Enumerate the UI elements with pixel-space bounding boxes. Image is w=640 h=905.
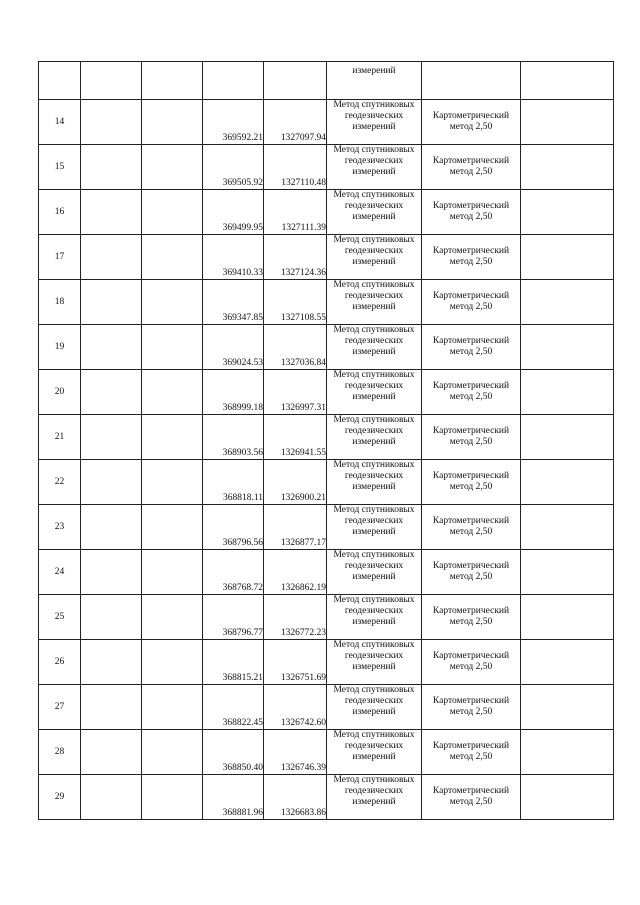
empty-cell xyxy=(142,235,203,280)
method-text-line: Метод спутниковых xyxy=(333,460,415,470)
empty-cell xyxy=(521,145,614,190)
empty-cell xyxy=(521,235,614,280)
y-coordinate-cell xyxy=(264,62,327,100)
accuracy-text-line: метод 2,50 xyxy=(449,122,493,132)
x-coordinate-cell: 369505.92 xyxy=(203,145,264,190)
method-text-line: геодезических xyxy=(344,156,404,166)
table-row xyxy=(39,640,614,685)
method-cell xyxy=(327,640,422,685)
accuracy-cell xyxy=(422,100,521,145)
table-row xyxy=(39,280,614,325)
x-coordinate-cell: 368768.72 xyxy=(203,550,264,595)
accuracy-text-line: Картометрический xyxy=(432,651,510,661)
method-text-line: Метод спутниковых xyxy=(333,685,415,695)
accuracy-text-line: Картометрический xyxy=(432,606,510,616)
method-text-line: измерений xyxy=(352,212,396,222)
method-cell xyxy=(327,325,422,370)
accuracy-text-line: Картометрический xyxy=(432,156,510,166)
method-cell xyxy=(327,62,422,100)
empty-cell xyxy=(142,460,203,505)
x-coordinate-cell: 368903.56 xyxy=(203,415,264,460)
empty-cell xyxy=(142,640,203,685)
accuracy-text-line: Картометрический xyxy=(432,426,510,436)
method-text-line: измерений xyxy=(352,122,396,132)
method-text-line: геодезических xyxy=(344,381,404,391)
accuracy-text-line: Картометрический xyxy=(432,786,510,796)
accuracy-text-line: Картометрический xyxy=(432,471,510,481)
y-coordinate-cell: 1327097.94 xyxy=(264,100,327,145)
point-number-cell: 28 xyxy=(39,730,81,775)
method-cell xyxy=(327,235,422,280)
empty-cell xyxy=(142,730,203,775)
empty-cell xyxy=(81,460,142,505)
empty-cell xyxy=(142,145,203,190)
y-coordinate-cell: 1327108.55 xyxy=(264,280,327,325)
table-row xyxy=(39,460,614,505)
empty-cell xyxy=(81,325,142,370)
accuracy-text-line: метод 2,50 xyxy=(449,527,493,537)
empty-cell xyxy=(81,775,142,820)
accuracy-text-line: метод 2,50 xyxy=(449,392,493,402)
x-coordinate-cell: 368818.11 xyxy=(203,460,264,505)
empty-cell xyxy=(142,370,203,415)
empty-cell xyxy=(521,775,614,820)
empty-cell xyxy=(81,235,142,280)
table-row xyxy=(39,775,614,820)
empty-cell xyxy=(521,190,614,235)
empty-cell xyxy=(521,640,614,685)
method-text-line: геодезических xyxy=(344,561,404,571)
point-number-cell: 23 xyxy=(39,505,81,550)
accuracy-text-line: метод 2,50 xyxy=(449,482,493,492)
empty-cell xyxy=(142,550,203,595)
accuracy-text-line: Картометрический xyxy=(432,201,510,211)
method-text-line: геодезических xyxy=(344,246,404,256)
point-number-cell: 24 xyxy=(39,550,81,595)
accuracy-text-line: Картометрический xyxy=(432,111,510,121)
method-text-line: измерений xyxy=(352,482,396,492)
empty-cell xyxy=(81,595,142,640)
empty-cell xyxy=(521,325,614,370)
method-text-line: Метод спутниковых xyxy=(333,550,415,560)
method-text-line: измерений xyxy=(352,257,396,267)
table-row xyxy=(39,730,614,775)
method-text-line: Метод спутниковых xyxy=(333,730,415,740)
x-coordinate-cell: 368822.45 xyxy=(203,685,264,730)
y-coordinate-cell: 1327110.48 xyxy=(264,145,327,190)
y-coordinate-cell: 1326877.17 xyxy=(264,505,327,550)
empty-cell xyxy=(521,100,614,145)
x-coordinate-cell: 369410.33 xyxy=(203,235,264,280)
point-number-cell: 21 xyxy=(39,415,81,460)
accuracy-cell xyxy=(422,62,521,100)
point-number-cell: 15 xyxy=(39,145,81,190)
method-cell xyxy=(327,370,422,415)
method-text-line: геодезических xyxy=(344,741,404,751)
accuracy-text-line: Картометрический xyxy=(432,291,510,301)
accuracy-text-line: метод 2,50 xyxy=(449,662,493,672)
empty-cell xyxy=(521,280,614,325)
point-number-cell: 18 xyxy=(39,280,81,325)
method-text-line: измерений xyxy=(352,797,396,807)
y-coordinate-cell: 1326742.60 xyxy=(264,685,327,730)
empty-cell xyxy=(521,62,614,100)
point-number-cell: 19 xyxy=(39,325,81,370)
method-text-line: Метод спутниковых xyxy=(333,505,415,515)
method-cell xyxy=(327,280,422,325)
method-text-line: геодезических xyxy=(344,696,404,706)
x-coordinate-cell: 368881.96 xyxy=(203,775,264,820)
method-text-line: геодезических xyxy=(344,201,404,211)
accuracy-text-line: метод 2,50 xyxy=(449,347,493,357)
empty-cell xyxy=(521,685,614,730)
table-row xyxy=(39,145,614,190)
empty-cell xyxy=(142,775,203,820)
point-number-cell xyxy=(39,62,81,100)
accuracy-cell xyxy=(422,325,521,370)
empty-cell xyxy=(81,685,142,730)
y-coordinate-cell: 1327124.36 xyxy=(264,235,327,280)
method-cell xyxy=(327,730,422,775)
method-text-line: измерений xyxy=(352,66,396,76)
empty-cell xyxy=(142,62,203,100)
method-cell xyxy=(327,460,422,505)
empty-cell xyxy=(81,505,142,550)
table-row xyxy=(39,190,614,235)
empty-cell xyxy=(142,505,203,550)
x-coordinate-cell: 369592.21 xyxy=(203,100,264,145)
accuracy-cell xyxy=(422,460,521,505)
empty-cell xyxy=(81,145,142,190)
accuracy-cell xyxy=(422,550,521,595)
x-coordinate-cell: 369024.53 xyxy=(203,325,264,370)
accuracy-text-line: метод 2,50 xyxy=(449,572,493,582)
method-text-line: Метод спутниковых xyxy=(333,370,415,380)
accuracy-cell xyxy=(422,595,521,640)
accuracy-text-line: Картометрический xyxy=(432,696,510,706)
method-text-line: Метод спутниковых xyxy=(333,145,415,155)
accuracy-text-line: метод 2,50 xyxy=(449,707,493,717)
method-text-line: геодезических xyxy=(344,786,404,796)
table-row xyxy=(39,325,614,370)
table-row xyxy=(39,685,614,730)
accuracy-text-line: метод 2,50 xyxy=(449,167,493,177)
accuracy-text-line: Картометрический xyxy=(432,561,510,571)
table-body xyxy=(39,62,614,820)
table-row xyxy=(39,370,614,415)
method-text-line: геодезических xyxy=(344,651,404,661)
method-text-line: измерений xyxy=(352,572,396,582)
accuracy-text-line: Картометрический xyxy=(432,246,510,256)
empty-cell xyxy=(81,415,142,460)
accuracy-cell xyxy=(422,505,521,550)
y-coordinate-cell: 1326941.55 xyxy=(264,415,327,460)
empty-cell xyxy=(521,505,614,550)
method-text-line: измерений xyxy=(352,347,396,357)
empty-cell xyxy=(142,325,203,370)
method-cell xyxy=(327,190,422,235)
method-text-line: Метод спутниковых xyxy=(333,640,415,650)
empty-cell xyxy=(81,62,142,100)
point-number-cell: 16 xyxy=(39,190,81,235)
empty-cell xyxy=(81,550,142,595)
empty-cell xyxy=(521,460,614,505)
accuracy-text-line: Картометрический xyxy=(432,336,510,346)
method-text-line: измерений xyxy=(352,617,396,627)
method-cell xyxy=(327,505,422,550)
method-text-line: Метод спутниковых xyxy=(333,100,415,110)
y-coordinate-cell: 1326683.86 xyxy=(264,775,327,820)
method-text-line: измерений xyxy=(352,527,396,537)
accuracy-text-line: Картометрический xyxy=(432,741,510,751)
table-row xyxy=(39,595,614,640)
method-text-line: Метод спутниковых xyxy=(333,235,415,245)
x-coordinate-cell: 368999.18 xyxy=(203,370,264,415)
table-row xyxy=(39,415,614,460)
empty-cell xyxy=(142,415,203,460)
method-text-line: Метод спутниковых xyxy=(333,595,415,605)
y-coordinate-cell: 1326751.69 xyxy=(264,640,327,685)
accuracy-cell xyxy=(422,190,521,235)
y-coordinate-cell: 1326862.19 xyxy=(264,550,327,595)
table-row xyxy=(39,235,614,280)
accuracy-cell xyxy=(422,370,521,415)
accuracy-cell xyxy=(422,640,521,685)
method-text-line: геодезических xyxy=(344,336,404,346)
method-text-line: измерений xyxy=(352,167,396,177)
y-coordinate-cell: 1326997.31 xyxy=(264,370,327,415)
accuracy-text-line: метод 2,50 xyxy=(449,257,493,267)
method-cell xyxy=(327,550,422,595)
empty-cell xyxy=(81,190,142,235)
empty-cell xyxy=(142,595,203,640)
empty-cell xyxy=(142,280,203,325)
empty-cell xyxy=(81,100,142,145)
empty-cell xyxy=(521,550,614,595)
point-number-cell: 14 xyxy=(39,100,81,145)
accuracy-text-line: Картометрический xyxy=(432,381,510,391)
accuracy-text-line: метод 2,50 xyxy=(449,752,493,762)
method-text-line: геодезических xyxy=(344,471,404,481)
method-text-line: геодезических xyxy=(344,516,404,526)
empty-cell xyxy=(81,280,142,325)
method-text-line: измерений xyxy=(352,662,396,672)
x-coordinate-cell: 369347.85 xyxy=(203,280,264,325)
method-cell xyxy=(327,775,422,820)
y-coordinate-cell: 1326746.39 xyxy=(264,730,327,775)
method-text-line: геодезических xyxy=(344,291,404,301)
x-coordinate-cell: 368850.40 xyxy=(203,730,264,775)
empty-cell xyxy=(81,640,142,685)
table-row xyxy=(39,550,614,595)
point-number-cell: 26 xyxy=(39,640,81,685)
point-number-cell: 29 xyxy=(39,775,81,820)
table-row xyxy=(39,100,614,145)
empty-cell xyxy=(521,595,614,640)
method-text-line: Метод спутниковых xyxy=(333,325,415,335)
x-coordinate-cell: 368796.56 xyxy=(203,505,264,550)
method-text-line: измерений xyxy=(352,752,396,762)
empty-cell xyxy=(142,190,203,235)
method-text-line: измерений xyxy=(352,392,396,402)
accuracy-text-line: метод 2,50 xyxy=(449,797,493,807)
point-number-cell: 25 xyxy=(39,595,81,640)
y-coordinate-cell: 1327111.39 xyxy=(264,190,327,235)
method-text-line: Метод спутниковых xyxy=(333,775,415,785)
method-cell xyxy=(327,685,422,730)
table-row-continued xyxy=(39,62,614,100)
accuracy-cell xyxy=(422,145,521,190)
empty-cell xyxy=(81,370,142,415)
accuracy-text-line: метод 2,50 xyxy=(449,437,493,447)
point-number-cell: 17 xyxy=(39,235,81,280)
empty-cell xyxy=(521,370,614,415)
accuracy-text-line: метод 2,50 xyxy=(449,302,493,312)
method-cell xyxy=(327,100,422,145)
accuracy-cell xyxy=(422,415,521,460)
empty-cell xyxy=(81,730,142,775)
x-coordinate-cell: 368815.21 xyxy=(203,640,264,685)
point-number-cell: 27 xyxy=(39,685,81,730)
x-coordinate-cell xyxy=(203,62,264,100)
x-coordinate-cell: 368796.77 xyxy=(203,595,264,640)
method-text-line: геодезических xyxy=(344,426,404,436)
empty-cell xyxy=(142,685,203,730)
accuracy-cell xyxy=(422,235,521,280)
method-text-line: измерений xyxy=(352,437,396,447)
point-number-cell: 22 xyxy=(39,460,81,505)
method-text-line: геодезических xyxy=(344,111,404,121)
x-coordinate-cell: 369499.95 xyxy=(203,190,264,235)
table-row xyxy=(39,505,614,550)
accuracy-text-line: метод 2,50 xyxy=(449,617,493,627)
y-coordinate-cell: 1326772.23 xyxy=(264,595,327,640)
method-text-line: измерений xyxy=(352,707,396,717)
accuracy-cell xyxy=(422,280,521,325)
accuracy-text-line: Картометрический xyxy=(432,516,510,526)
y-coordinate-cell: 1327036.84 xyxy=(264,325,327,370)
empty-cell xyxy=(142,100,203,145)
method-text-line: геодезических xyxy=(344,606,404,616)
method-cell xyxy=(327,415,422,460)
method-text-line: измерений xyxy=(352,302,396,312)
empty-cell xyxy=(521,415,614,460)
point-number-cell: 20 xyxy=(39,370,81,415)
method-cell xyxy=(327,145,422,190)
method-text-line: Метод спутниковых xyxy=(333,415,415,425)
y-coordinate-cell: 1326900.21 xyxy=(264,460,327,505)
method-text-line: Метод спутниковых xyxy=(333,280,415,290)
accuracy-cell xyxy=(422,775,521,820)
accuracy-text-line: метод 2,50 xyxy=(449,212,493,222)
method-text-line: Метод спутниковых xyxy=(333,190,415,200)
empty-cell xyxy=(521,730,614,775)
method-cell xyxy=(327,595,422,640)
accuracy-cell xyxy=(422,685,521,730)
coordinates-table xyxy=(38,61,614,820)
accuracy-cell xyxy=(422,730,521,775)
